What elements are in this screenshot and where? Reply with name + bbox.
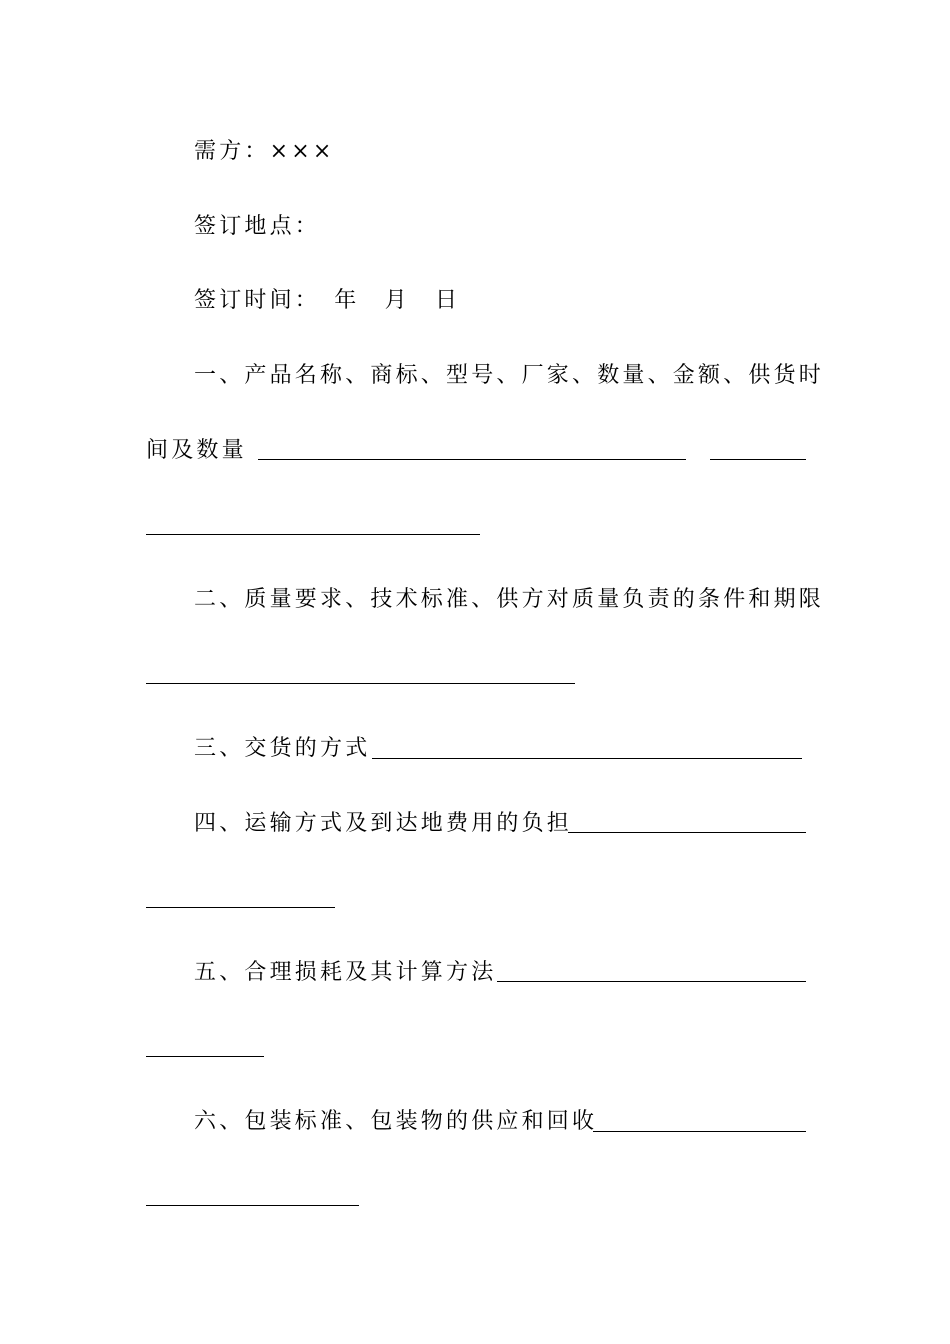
clause-1-blank-3 [146,534,480,535]
signing-time-line: 签订时间： 年 月 日 [194,288,461,313]
clause-5-blank-1 [497,981,806,982]
clause-1-blank-1 [258,459,686,460]
clause-2-blank-1 [146,683,575,684]
buyer-line: 需方：××× [194,139,335,164]
clause-2-line-1: 二、质量要求、技术标准、供方对质量负责的条件和期限 [194,587,825,612]
signing-place-line: 签订地点： [194,214,321,239]
clause-5-blank-2 [146,1056,264,1057]
clause-4-blank-2 [146,907,335,908]
clause-4-line-1: 四、运输方式及到达地费用的负担 [194,811,573,836]
clause-3-blank-1 [372,758,802,759]
clause-5-line-1: 五、合理损耗及其计算方法 [194,960,497,985]
clause-6-line-1: 六、包装标准、包装物的供应和回收 [194,1109,598,1134]
clause-1-line-1: 一、产品名称、商标、型号、厂家、数量、金额、供货时 [194,363,825,388]
clause-6-blank-2 [146,1205,359,1206]
clause-1-line-2: 间及数量 [146,438,247,463]
clause-1-blank-2 [710,459,806,460]
clause-4-blank-1 [568,832,806,833]
clause-6-blank-1 [593,1131,806,1132]
clause-3-line-1: 三、交货的方式 [194,736,371,761]
